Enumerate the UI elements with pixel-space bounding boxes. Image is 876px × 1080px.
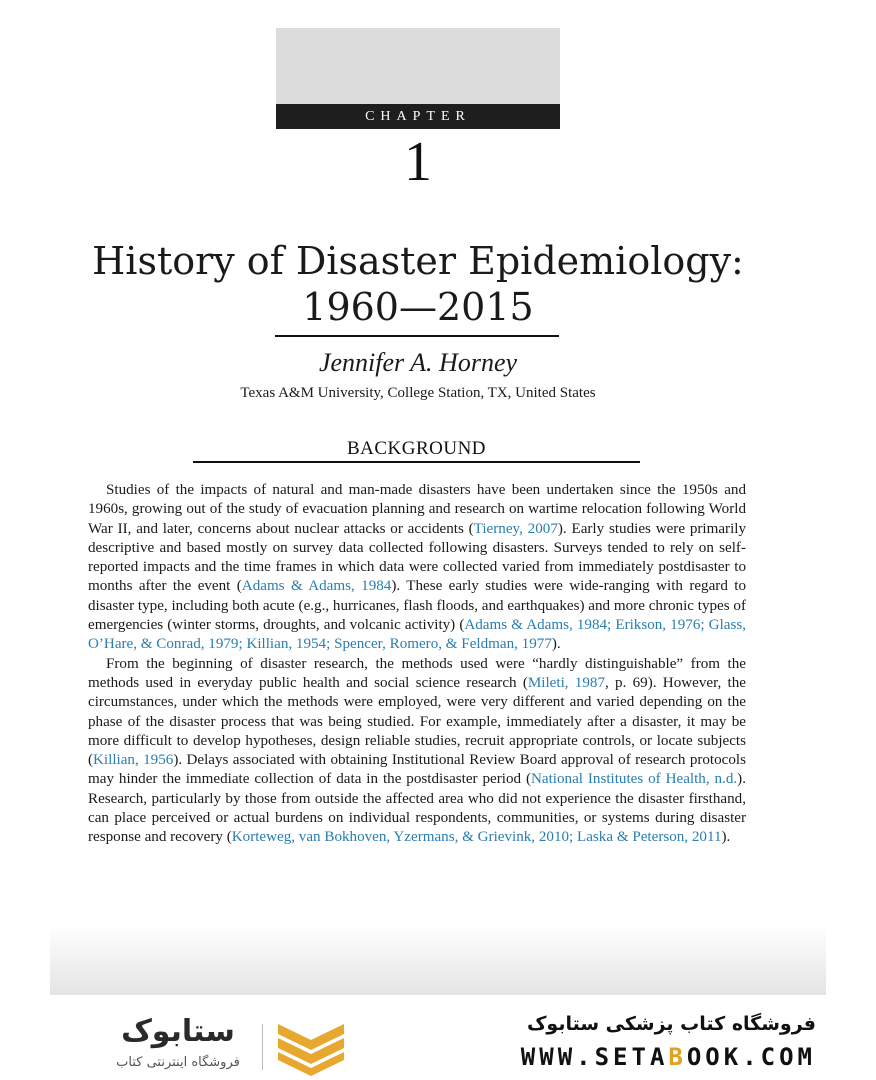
- chapter-title: [60, 238, 776, 330]
- body-text-run: Studies of the impacts of natural and man-made disasters have been undertaken since the 1950s and 1960s, growing out of the study of evacuation planning and research on wartime relocation following World War II, and later, concerns about nuclear attacks or accidents (: [88, 482, 746, 537]
- author-affiliation: Texas A&M University, College Station, TX, United States: [240, 385, 596, 401]
- citation-link[interactable]: Tierney, 2007: [473, 520, 558, 537]
- url-highlight: B: [668, 1043, 687, 1071]
- shop-title: فروشگاه کتاب پزشکی ستابوک: [526, 1013, 816, 1035]
- citation-link[interactable]: Adams & Adams, 1984: [241, 578, 392, 595]
- logo-divider: [262, 1024, 263, 1070]
- shop-url-link[interactable]: [420, 1042, 816, 1072]
- body-text-run: ). Early studies were primarily descriptive and based mostly on survey data collected following disasters. Surveys tended to rely on self-reported impacts and the time frames in which data were collected varied from immediately postdisaster to months after the event (: [88, 520, 747, 595]
- body-text-run: ).: [721, 829, 731, 846]
- citation-link[interactable]: Mileti, 1987: [527, 674, 605, 691]
- body-paragraph: [88, 481, 746, 655]
- citation-link[interactable]: National Institutes of Health, n.d.: [530, 771, 738, 788]
- chapter-label: CHAPTER: [276, 104, 560, 129]
- body-text-run: ). Delays associated with obtaining Institutional Review Board approval of research protocols may hinder the immediate collection of data in the postdisaster period (: [88, 752, 746, 788]
- chapter-title-line1: History of Disaster Epidemiology:: [92, 239, 744, 283]
- body-text-run: , p. 69). However, the circumstances, under which the methods were employed, were very different and varied depending on the phase of the disaster process that was being studied. For example, immediately after a disaster, it may be more difficult to develop hypotheses, design reliable studies, recruit appropriate controls, or locate subjects (: [88, 674, 746, 769]
- chapter-title-line2: 1960—2015: [302, 285, 534, 329]
- url-prefix: WWW.SETA: [520, 1043, 669, 1071]
- body-text-run: ). These early studies were wide-ranging with regard to disaster type, including both acute (e.g., hurricanes, flash floods, and earthquakes) and more chronic types of emergencies (winter storms, droughts, and volcanic activity) (: [88, 578, 747, 634]
- citation-link[interactable]: Adams & Adams, 1984; Erikson, 1976; Glass, O’Hare, & Conrad, 1979; Killian, 1954; Spencer, Romero, & Feldman, 1977: [88, 617, 746, 653]
- setabook-logo-subtitle: فروشگاه اینترنتی کتاب: [116, 1055, 240, 1070]
- section-heading: BACKGROUND: [346, 438, 487, 459]
- body-text: [88, 481, 746, 848]
- chapter-number: 1: [404, 131, 432, 193]
- body-text-run: ).: [551, 636, 561, 653]
- chapter-header-block: [276, 28, 560, 104]
- url-suffix: OOK.COM: [686, 1043, 816, 1071]
- section-divider: [193, 461, 640, 463]
- title-divider: [275, 335, 559, 337]
- book-stack-logo-icon: [274, 1018, 348, 1076]
- page-bottom-shadow: [50, 925, 826, 995]
- author-name: Jennifer A. Horney: [318, 348, 518, 377]
- body-paragraph: [88, 655, 746, 848]
- body-text-run: ). Research, particularly by those from outside the affected area who did not experience the disaster firsthand, can place perceived or actual burdens on individual respondents, communities, or systems during disaster response and recovery (: [88, 771, 746, 846]
- body-text-run: From the beginning of disaster research, the methods used were “hardly distinguishable” from the methods used in everyday public health and social science research (: [88, 655, 746, 691]
- setabook-logo-text[interactable]: ستابوک: [121, 1014, 235, 1049]
- citation-link[interactable]: Korteweg, van Bokhoven, Yzermans, & Grievink, 2010; Laska & Peterson, 2011: [231, 829, 722, 846]
- citation-link[interactable]: Killian, 1956: [93, 752, 174, 769]
